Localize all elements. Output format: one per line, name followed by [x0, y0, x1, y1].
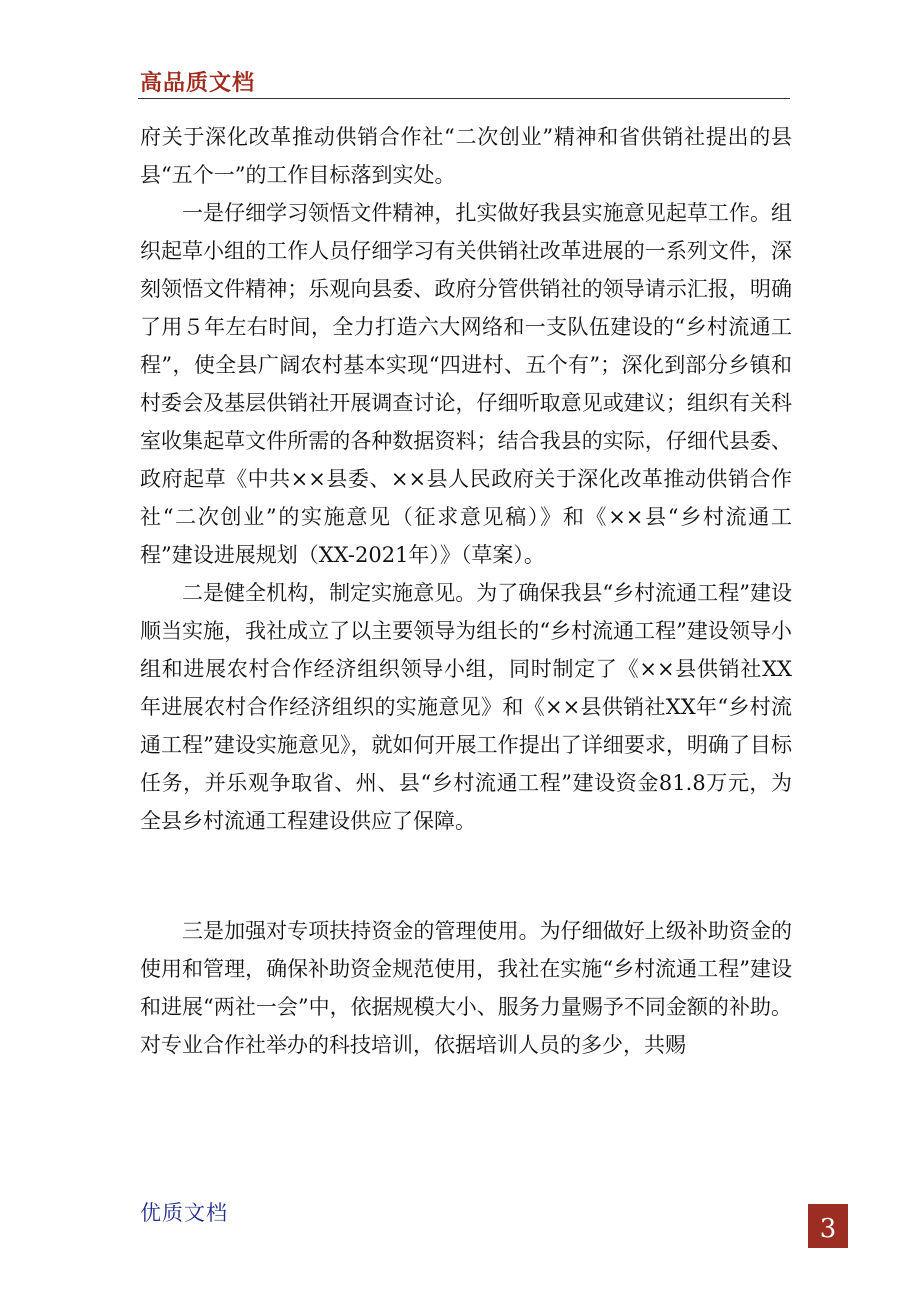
document-body	[140, 118, 792, 1064]
body-paragraph: 一是仔细学习领悟文件精神，扎实做好我县实施意见起草工作。组织起草小组的工作人员仔细学习有关供销社改革进展的一系列文件，深刻领悟文件精神；乐观向县委、政府分管供销社的领导请示汇报，明确了用５年左右时间，全力打造六大网络和一支队伍建设的“乡村流通工程”，使全县广阔农村基本实现“四进村、五个有”；深化到部分乡镇和村委会及基层供销社开展调查讨论，仔细听取意见或建议；组织有关科室收集起草文件所需的各种数据资料；结合我县的实际，仔细代县委、政府起草《中共××县委、××县人民政府关于深化改革推动供销合作社“二次创业”的实施意见（征求意见稿）》和《××县“乡村流通工程”建设进展规划（XX-2021年）》（草案）。	[140, 201, 792, 567]
body-paragraph: 二是健全机构，制定实施意见。为了确保我县“乡村流通工程”建设顺当实施，我社成立了以主要领导为组长的“乡村流通工程”建设领导小组和进展农村合作经济组织领导小组，同时制定了《××县供销社XX年进展农村合作经济组织的实施意见》和《××县供销社XX年“乡村流通工程”建设实施意见》，就如何开展工作提出了详细要求，明确了目标任务，并乐观争取省、州、县“乡村流通工程”建设资金81.8万元，为全县乡村流通工程建设供应了保障。	[140, 581, 792, 833]
page-number-badge: 3	[808, 1204, 848, 1248]
body-paragraph: 三是加强对专项扶持资金的管理使用。为仔细做好上级补助资金的使用和管理，确保补助资金规范使用，我社在实施“乡村流通工程”建设和进展“两社一会”中，依据规模大小、服务力量赐予不同金额的补助。对专业合作社举办的科技培训，依据培训人员的多少，共赐	[140, 919, 792, 1057]
document-footer-title: 优质文档	[140, 1201, 228, 1225]
body-paragraph: 府关于深化改革推动供销合作社“二次创业”精神和省供销社提出的县县“五个一”的工作目标落到实处。	[140, 125, 792, 187]
header-divider	[138, 98, 790, 99]
document-header-title: 高品质文档	[140, 71, 256, 96]
